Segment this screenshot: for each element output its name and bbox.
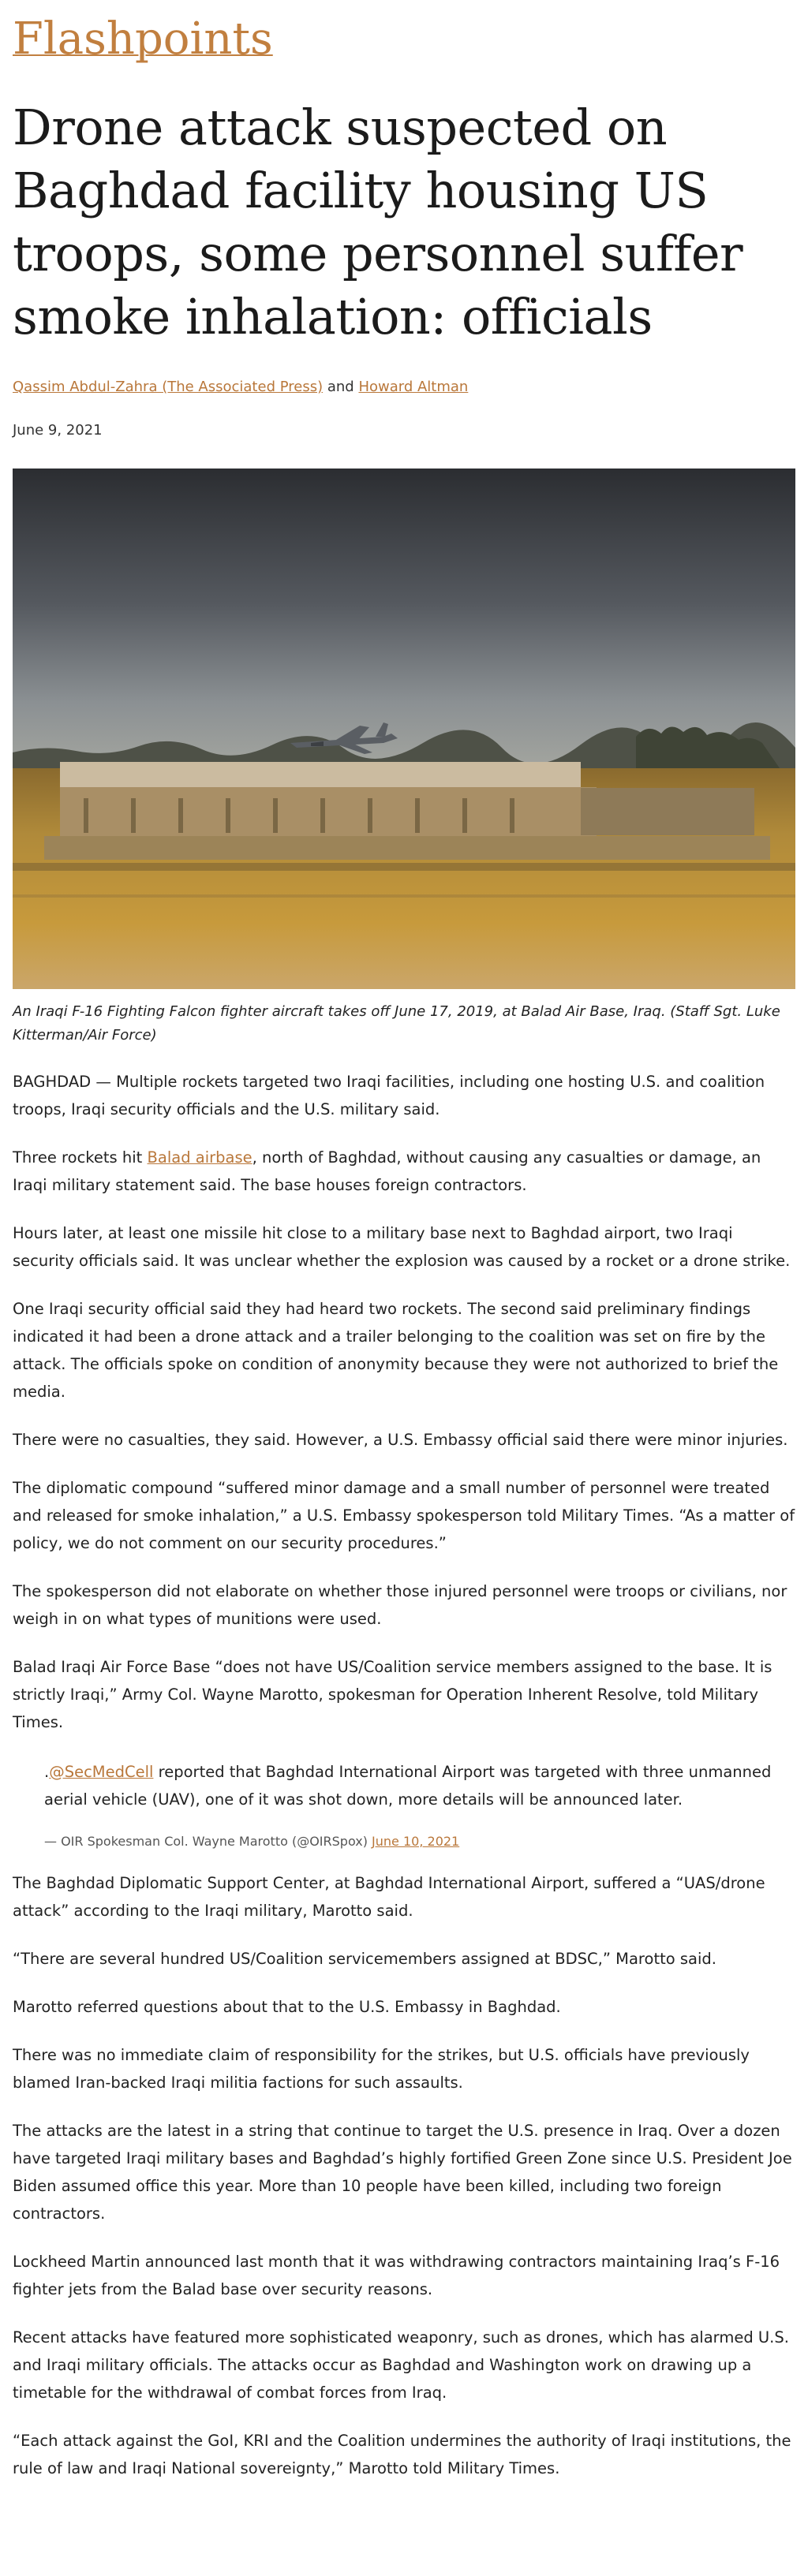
paragraph-2-rest: , north of Baghdad, without causing any casualties or damage, an Iraqi military statement said. The base houses foreign contractors. xyxy=(13,1148,761,1194)
tweet-date-link[interactable]: June 10, 2021 xyxy=(372,1834,460,1849)
paragraph-4: One Iraqi security official said they had heard two rockets. The second said preliminary findings indicated it had been a drone attack and a trailer belonging to the coalition was set on fire by the attack. The officials spoke on condition of anonymity because they were not authorized to brief the media. xyxy=(13,1300,779,1401)
hero-image-f16-balad xyxy=(13,469,795,989)
tweet-attribution xyxy=(44,1834,795,1849)
publish-date: June 9, 2021 xyxy=(13,422,103,439)
tweet-prefix: . xyxy=(44,1763,50,1781)
paragraph-5: There were no casualties, they said. However, a U.S. Embassy official said there were minor injuries. xyxy=(13,1431,788,1449)
author-link-abdul-zahra[interactable]: Qassim Abdul-Zahra (The Associated Press) xyxy=(13,379,324,395)
tweet-author: — OIR Spokesman Col. Wayne Marotto (@OIRSpox) xyxy=(44,1834,368,1849)
paragraph-9: The Baghdad Diplomatic Support Center, at Baghdad International Airport, suffered a “UAS/drone attack” according to the Iraqi military, Marotto said. xyxy=(13,1874,765,1920)
paragraph-16: “Each attack against the GoI, KRI and the Coalition undermines the authority of Iraqi institutions, the rule of law and Iraqi National sovereignty,” Marotto told Military Times. xyxy=(13,2432,791,2477)
paragraph-7: The spokesperson did not elaborate on whether those injured personnel were troops or civilians, nor weigh in on what types of munitions were used. xyxy=(13,1582,787,1628)
paragraph-10: “There are several hundred US/Coalition servicemembers assigned at BDSC,” Marotto said. xyxy=(13,1950,716,1968)
tweet-body: reported that Baghdad International Airport was targeted with three unmanned aerial vehicle (UAV), one of it was shot down, more details will be announced later. xyxy=(44,1763,772,1809)
balad-airbase-link[interactable]: Balad airbase xyxy=(147,1148,252,1167)
byline-conjunction: and xyxy=(327,379,354,395)
paragraph-1: BAGHDAD — Multiple rockets targeted two Iraqi facilities, including one hosting U.S. and coalition troops, Iraqi security officials and the U.S. military said. xyxy=(13,1073,765,1118)
paragraph-11: Marotto referred questions about that to the U.S. Embassy in Baghdad. xyxy=(13,1998,561,2016)
byline xyxy=(13,379,795,395)
section-link-flashpoints[interactable]: Flashpoints xyxy=(13,13,273,65)
paragraph-8: Balad Iraqi Air Force Base “does not have US/Coalition service members assigned to the base. It is strictly Iraqi,” Army Col. Wayne Marotto, spokesman for Operation Inherent Resolve, told Military Times. xyxy=(13,1658,772,1731)
embedded-tweet xyxy=(44,1758,795,1849)
paragraph-13: The attacks are the latest in a string that continue to target the U.S. presence in Iraq. Over a dozen have targeted Iraqi military bases and Baghdad’s highly fortified Green Zone since U.S. President Joe Biden assumed office this year. More than 10 people have been killed, including two foreign contractors. xyxy=(13,2122,792,2223)
tweet-text xyxy=(44,1758,795,1813)
author-link-altman[interactable]: Howard Altman xyxy=(358,379,469,395)
paragraph-3: Hours later, at least one missile hit close to a military base next to Baghdad airport, two Iraqi security officials said. It was unclear whether the explosion was caused by a rocket or a drone strike. xyxy=(13,1224,791,1270)
image-caption: An Iraqi F-16 Fighting Falcon fighter aircraft takes off June 17, 2019, at Balad Air Base, Iraq. (Staff Sgt. Luke Kitterman/Air Force) xyxy=(13,1003,780,1043)
paragraph-14: Lockheed Martin announced last month that it was withdrawing contractors maintaining Iraq’s F-16 fighter jets from the Balad base over security reasons. xyxy=(13,2253,780,2298)
paragraph-2-lead: Three rockets hit xyxy=(13,1148,148,1167)
paragraph-6: The diplomatic compound “suffered minor damage and a small number of personnel were treated and released for smoke inhalation,” a U.S. Embassy spokesperson told Military Times. “As a matter of policy, we do not comment on our security procedures.” xyxy=(13,1479,795,1552)
paragraph-12: There was no immediate claim of responsibility for the strikes, but U.S. officials have previously blamed Iran-backed Iraqi militia factions for such assaults. xyxy=(13,2046,750,2092)
tweet-handle-link[interactable]: @SecMedCell xyxy=(49,1763,154,1781)
article-headline: Drone attack suspected on Baghdad facility housing US troops, some personnel suffer smoke inhalation: officials xyxy=(13,99,743,345)
paragraph-15: Recent attacks have featured more sophisticated weaponry, such as drones, which has alarmed U.S. and Iraqi military officials. The attacks occur as Baghdad and Washington work on drawing up a timetable for the withdrawal of combat forces from Iraq. xyxy=(13,2328,789,2402)
paragraph-2 xyxy=(13,1144,795,1199)
